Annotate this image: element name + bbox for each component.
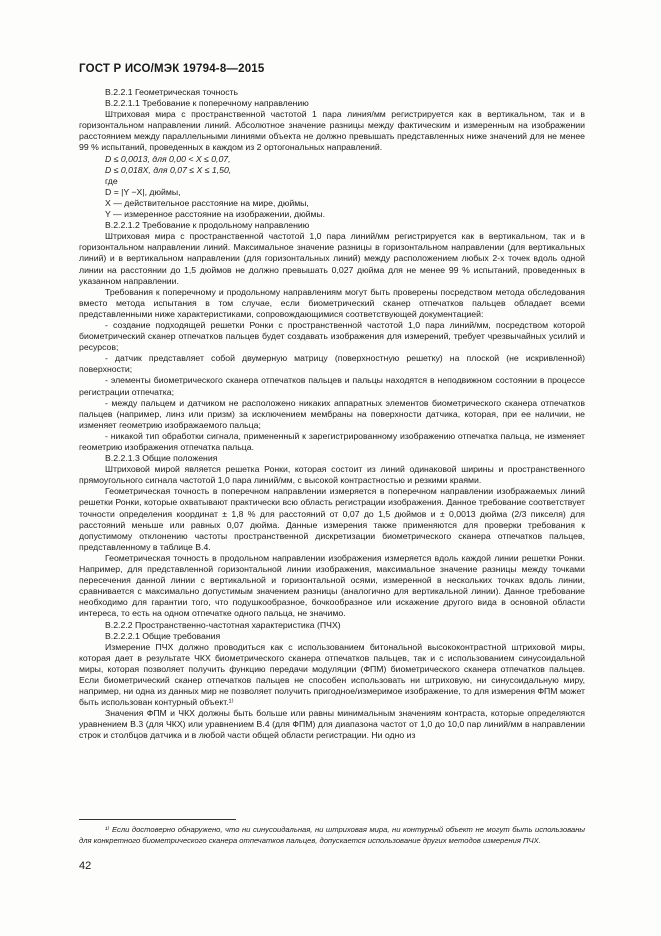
formula-definition: Y — измеренное расстояние на изображении, дюймы. xyxy=(105,209,326,220)
formula-line: D ≤ 0,018X, для 0,07 ≤ X ≤ 1,50, xyxy=(105,164,232,175)
list-item: - между пальцем и датчиком не расположено никаких аппаратных элементов биометрического сканера отпечатков пальцев (например, линз или призм) за исключением мембраны на поверхности датчика, которая, при ее наличии, не изменяет геометрию изображаемого пальца; xyxy=(79,397,585,430)
subsection-heading: В.2.2.1.3 Общие положения xyxy=(105,453,218,464)
formula-definition: X — действительное расстояние на мире, дюймы, xyxy=(105,197,309,208)
page-header-title: ГОСТ Р ИСО/МЭК 19794-8—2015 xyxy=(79,63,265,75)
subsection-heading: В.2.2.2.1 Общие требования xyxy=(105,630,221,641)
subsection-heading: В.2.2.1.2 Требование к продольному направлению xyxy=(105,220,310,231)
paragraph: Штриховая мира с пространственной частотой 1,0 пара линий/мм регистрируется как в вертикальном, так и в горизонтальном направлении линий. Максимальное значение разницы в горизонтальном направлении (для вертикальных линий) и в вертикальном направлении (для горизонтальных линий) между расположением любых 2-х точек вдоль одной линии на расстоянии до 1,5 дюймов не должно превышать 0,027 дюйма для не менее 99 % испытаний, проведенных в указанном направлении. xyxy=(79,231,585,286)
footnote: ¹⁾ Если достоверно обнаружено, что ни синусоидальная, ни штриховая мира, ни контурный объект не могут быть использованы для конкретного биометрического сканера отпечатков пальцев, допускается использование других методов измерения ПЧХ. xyxy=(79,825,585,845)
section-heading: В.2.2.1 Геометрическая точность xyxy=(105,87,239,97)
paragraph: Геометрическая точность в поперечном направлении измеряется в поперечном направлении изображаемых линий решетки Ронки, которые охватывают практически всю область регистрации изображения. Данное требование соответствует точности определения координат ± 1,8 % для расстояний от 0,07 до 1,5 дюймов и ± 0,0013 дюйма (2/3 пикселя) для расстояний меньше или равных 0,07 дюйма. Данные измерения также применяются для проверки требования к допустимому отклонению частоты пространственной дискретизации биометрического сканера отпечатков пальцев, представленному в таблице В.4. xyxy=(79,486,585,552)
formula-line: D ≤ 0,0013, для 0,00 < X ≤ 0,07, xyxy=(105,153,231,164)
list-item: - элементы биометрического сканера отпечатков пальцев и пальцы находятся в неподвижном состоянии в процессе регистрации отпечатка; xyxy=(79,375,585,397)
footnote-divider xyxy=(79,819,236,820)
list-item: - датчик представляет собой двумерную матрицу (поверхностную решетку) на плоской (не искривленной) поверхности; xyxy=(79,353,585,375)
page-number: 42 xyxy=(79,860,92,872)
paragraph: Значения ФПМ и ЧКХ должны быть больше или равны минимальным значениям контраста, которые определяются уравнением В.3 (для ЧКХ) или уравнением В.4 (для ФПМ) для диапазона частот от 1,0 до 10,0 пар линий/мм в направлении строк и столбцов датчика и в любой части общей области регистрации. Ни одно из xyxy=(79,708,585,741)
list-item: - никакой тип обработки сигнала, примененный к зарегистрированному изображению отпечатка пальца, не изменяет геометрию изображения отпечатка пальца. xyxy=(79,430,585,452)
formula-where: где xyxy=(105,175,118,186)
paragraph: Требования к поперечному и продольному направлениям могут быть проверены посредством метода обследования вместо метода испытания в том случае, если биометрический сканер отпечатков пальцев обладает всеми представленными ниже характеристиками, сопровождающимися соответствующей документацией: xyxy=(79,286,585,319)
paragraph: Штриховой мирой является решетка Ронки, которая состоит из линий одинаковой ширины и пространственного прямоугольного сигнала частотой 1,0 пара линий/мм, с высокой контрастностью и резкими краями. xyxy=(79,464,585,486)
page-body xyxy=(79,87,585,742)
paragraph: Геометрическая точность в продольном направлении изображения измеряется вдоль каждой линии решетки Ронки. Например, для представленной горизонтальной линии изображения, максимальное значение разницы между точками пересечения данной линии с вертикальной и горизонтальной осями, измеренной в нескольких точках вдоль линии, сравнивается с максимально допустимым значением разницы (аналогично для вертикальной линии). Данное требование необходимо для гарантии того, что подушкообразное, бочкообразное или искажение другого вида в основной области интереса, то есть на одном отпечатке одного пальца, не значимо. xyxy=(79,552,585,619)
list-item: - создание подходящей решетки Ронки с пространственной частотой 1,0 пара линий/мм, посредством которой биометрический сканер отпечатков пальцев будет создавать изображения для измерений, требует чрезвычайных усилий и ресурсов; xyxy=(79,319,585,353)
paragraph: Измерение ПЧХ должно проводиться как с использованием битональной высококонтрастной штриховой миры, которая дает в результате ЧКХ биометрического сканера отпечатков пальцев, так и с использованием синусоидальной миры, которая позволяет получить функцию передачи модуляции (ФПМ) биометрического сканера отпечатков пальцев. Если биометрический сканер отпечатков пальцев не способен использовать ни штриховую, ни синусоидальную миру, например, ни одна из данных мир не позволяет получить пригодное/измеримое изображение, то для измерения ФПМ может быть использован контурный объект.¹⁾ xyxy=(79,641,585,708)
paragraph: Штриховая мира с пространственной частотой 1 пара линия/мм регистрируется как в вертикальном, так и в горизонтальном направлении линий. Абсолютное значение разницы между фактическим и измеренным на изображении расстоянием между параллельными линиями объекта не должно превышать представленных ниже значений для не менее 99 % испытаний, проведенных в каждом из 2 ортогональных направлений. xyxy=(79,109,585,153)
formula-definition: D = |Y −X|, дюймы, xyxy=(105,186,181,197)
subsection-heading: В.2.2.1.1 Требование к поперечному направлению xyxy=(105,98,309,109)
section-heading: В.2.2.2 Пространственно-частотная характеристика (ПЧХ) xyxy=(105,619,341,630)
